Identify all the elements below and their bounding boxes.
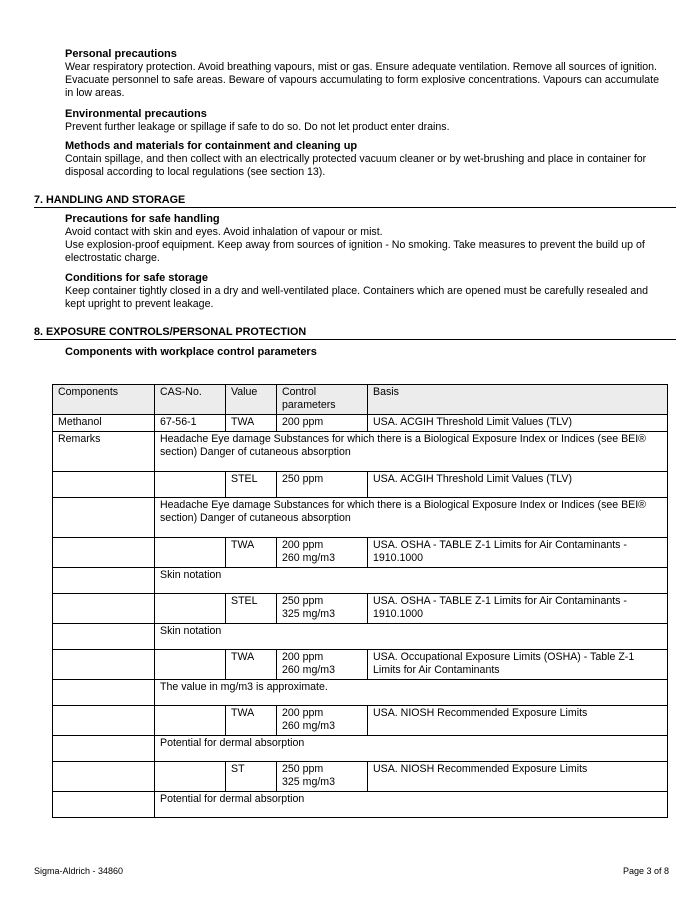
cell-component: Methanol (53, 415, 155, 432)
table-row (53, 706, 668, 736)
remarks-row (53, 498, 668, 538)
cell-value: TWA (226, 706, 277, 736)
table-row (53, 762, 668, 792)
cell-empty (53, 736, 155, 762)
cell-empty (155, 538, 226, 568)
cell-value: ST (226, 762, 277, 792)
remarks-row (53, 680, 668, 706)
cell-remark: Skin notation (155, 624, 668, 650)
cell-empty (53, 568, 155, 594)
personal-precautions-block (65, 48, 665, 100)
safe-storage-text: Keep container tightly closed in a dry and well-ventilated place. Containers which are opened must be carefully resealed and kept upright to prevent leakage. (65, 285, 648, 310)
remarks-row (53, 792, 668, 818)
col-control: Control parameters (277, 385, 368, 415)
cell-basis: USA. Occupational Exposure Limits (OSHA) - Table Z-1 Limits for Air Contaminants (368, 650, 668, 680)
remarks-row (53, 432, 668, 472)
cell-remark: Potential for dermal absorption (155, 792, 668, 818)
cell-value: STEL (226, 594, 277, 624)
control-mgm3: 260 mg/m3 (282, 552, 335, 564)
cell-empty (155, 650, 226, 680)
safe-handling-heading: Precautions for safe handling (65, 213, 220, 225)
section-7-title: 7. HANDLING AND STORAGE (34, 194, 676, 208)
cell-remark: Potential for dermal absorption (155, 736, 668, 762)
cell-value: TWA (226, 538, 277, 568)
col-basis: Basis (368, 385, 668, 415)
environmental-precautions-heading: Environmental precautions (65, 108, 207, 120)
remarks-row (53, 736, 668, 762)
control-mgm3: 325 mg/m3 (282, 608, 335, 620)
components-table-heading: Components with workplace control parameters (65, 346, 317, 358)
cell-empty (155, 472, 226, 498)
safe-storage-heading: Conditions for safe storage (65, 272, 209, 284)
footer-product-id: Sigma-Aldrich - 34860 (34, 866, 124, 876)
environmental-precautions-text: Prevent further leakage or spillage if safe to do so. Do not let product enter drains. (65, 121, 450, 133)
control-mgm3: 260 mg/m3 (282, 720, 335, 732)
cell-empty (53, 792, 155, 818)
table-row (53, 415, 668, 432)
safe-handling-line1: Avoid contact with skin and eyes. Avoid inhalation of vapour or mist. (65, 226, 383, 238)
cell-remarks-label: Remarks (53, 432, 155, 472)
control-ppm: 200 ppm (282, 707, 324, 719)
control-mgm3: 260 mg/m3 (282, 664, 335, 676)
cell-empty (155, 594, 226, 624)
personal-precautions-heading: Personal precautions (65, 48, 177, 60)
cell-basis: USA. NIOSH Recommended Exposure Limits (368, 762, 668, 792)
cell-empty (53, 706, 155, 736)
cell-control (277, 650, 368, 680)
remarks-row (53, 568, 668, 594)
cell-remark: Headache Eye damage Substances for which there is a Biological Exposure Index or Indices (see BEI® section) Danger of cutaneous absorption (155, 432, 668, 472)
containment-heading: Methods and materials for containment and cleaning up (65, 140, 358, 152)
cell-value: STEL (226, 472, 277, 498)
cell-basis: USA. OSHA - TABLE Z-1 Limits for Air Contaminants - 1910.1000 (368, 594, 668, 624)
cell-basis: USA. ACGIH Threshold Limit Values (TLV) (368, 415, 668, 432)
safe-storage-block (65, 272, 665, 311)
footer-page-number: Page 3 of 8 (622, 866, 669, 876)
cell-control (277, 538, 368, 568)
table-row (53, 538, 668, 568)
cell-basis: USA. NIOSH Recommended Exposure Limits (368, 706, 668, 736)
col-value: Value (226, 385, 277, 415)
containment-text: Contain spillage, and then collect with an electrically protected vacuum cleaner or by wet-brushing and place in container for disposal according to local regulations (see section 13). (65, 153, 647, 178)
cell-empty (53, 650, 155, 680)
cell-basis: USA. ACGIH Threshold Limit Values (TLV) (368, 472, 668, 498)
cell-empty (155, 706, 226, 736)
cell-basis: USA. OSHA - TABLE Z-1 Limits for Air Contaminants - 1910.1000 (368, 538, 668, 568)
cell-value: TWA (226, 650, 277, 680)
safe-handling-line2: Use explosion-proof equipment. Keep away from sources of ignition - No smoking. Take measures to prevent the build up of electrostatic charge. (65, 239, 645, 264)
containment-block (65, 140, 665, 179)
table-row (53, 594, 668, 624)
cell-control: 200 ppm (277, 415, 368, 432)
cell-remark: The value in mg/m3 is approximate. (155, 680, 668, 706)
cell-empty (53, 594, 155, 624)
remarks-row (53, 624, 668, 650)
cell-cas: 67-56-1 (155, 415, 226, 432)
col-cas: CAS-No. (155, 385, 226, 415)
control-mgm3: 325 mg/m3 (282, 776, 335, 788)
cell-empty (53, 472, 155, 498)
personal-precautions-text: Wear respiratory protection. Avoid breathing vapours, mist or gas. Ensure adequate ventilation. Remove all sources of ignition. Evacuate personnel to safe areas. Beware of vapours accumulating to form explosive concentrations. Vapours can accumulate in low areas. (65, 61, 659, 99)
col-components: Components (53, 385, 155, 415)
cell-control (277, 594, 368, 624)
safe-handling-block (65, 213, 665, 265)
cell-value: TWA (226, 415, 277, 432)
cell-remark: Headache Eye damage Substances for which there is a Biological Exposure Index or Indices (see BEI® section) Danger of cutaneous absorption (155, 498, 668, 538)
exposure-table (52, 384, 668, 818)
table-header-row (53, 385, 668, 415)
table-row (53, 650, 668, 680)
control-ppm: 200 ppm (282, 539, 324, 551)
section-8-title: 8. EXPOSURE CONTROLS/PERSONAL PROTECTION (34, 326, 676, 340)
cell-empty (53, 680, 155, 706)
cell-empty (53, 762, 155, 792)
cell-empty (53, 538, 155, 568)
cell-control (277, 706, 368, 736)
control-ppm: 250 ppm (282, 595, 324, 607)
cell-empty (53, 498, 155, 538)
cell-control: 250 ppm (277, 472, 368, 498)
cell-control (277, 762, 368, 792)
cell-empty (53, 624, 155, 650)
cell-empty (155, 762, 226, 792)
control-ppm: 250 ppm (282, 763, 324, 775)
control-ppm: 200 ppm (282, 651, 324, 663)
cell-remark: Skin notation (155, 568, 668, 594)
table-row (53, 472, 668, 498)
environmental-precautions-block (65, 108, 665, 134)
